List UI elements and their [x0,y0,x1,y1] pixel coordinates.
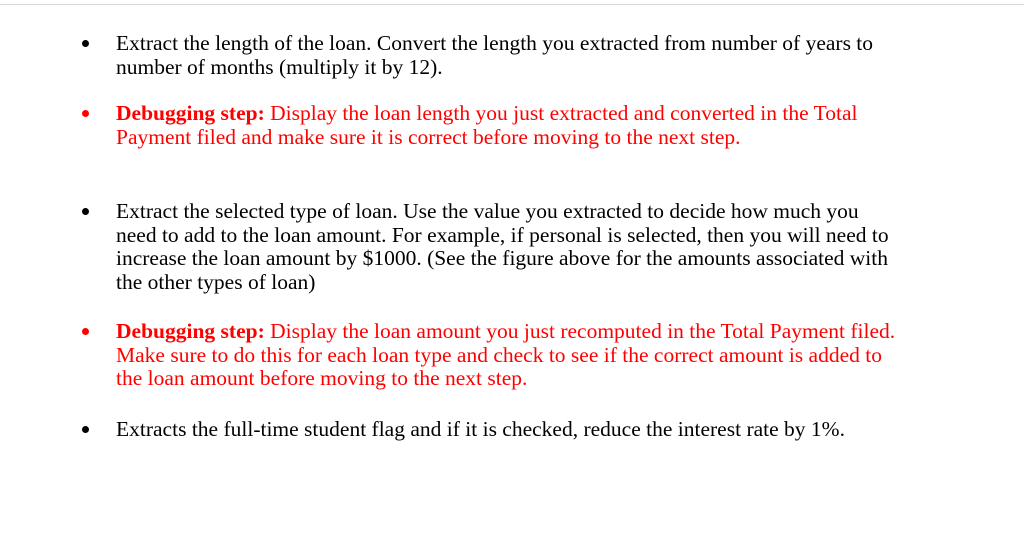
list-item-body: Extract the length of the loan. Convert the length you extracted from number of years to number of months (multiply it by 12). [116,31,874,79]
list-item-text [116,200,896,294]
bullet-icon [82,328,89,335]
list-item-text [116,418,896,442]
list-item-body: Extracts the full-time student flag and if it is checked, reduce the interest rate by 1%. [116,417,845,441]
list-item-text [116,32,896,79]
bullet-icon [82,110,89,117]
bullet-icon [82,208,89,215]
bullet-icon [82,426,89,433]
list-item-body: Display the loan amount you just recomputed in the Total Payment filed. Make sure to do this for each loan type and check to see if the correct amount is added to the loan amount before moving to the next step. [116,319,896,390]
bullet-icon [82,40,89,47]
list-item-text [116,102,896,149]
list-item-text [116,320,896,391]
debug-step-label: Debugging step: [116,319,265,343]
top-divider [0,4,1024,5]
list-item-body: Display the loan length you just extracted and converted in the Total Payment filed and make sure it is correct before moving to the next step. [116,101,858,149]
debug-step-label: Debugging step: [116,101,265,125]
list-item-body: Extract the selected type of loan. Use the value you extracted to decide how much you need to add to the loan amount. For example, if personal is selected, then you will need to increase the loan amount by $1000. (See the figure above for the amounts associated with the other types of loan) [116,199,889,294]
